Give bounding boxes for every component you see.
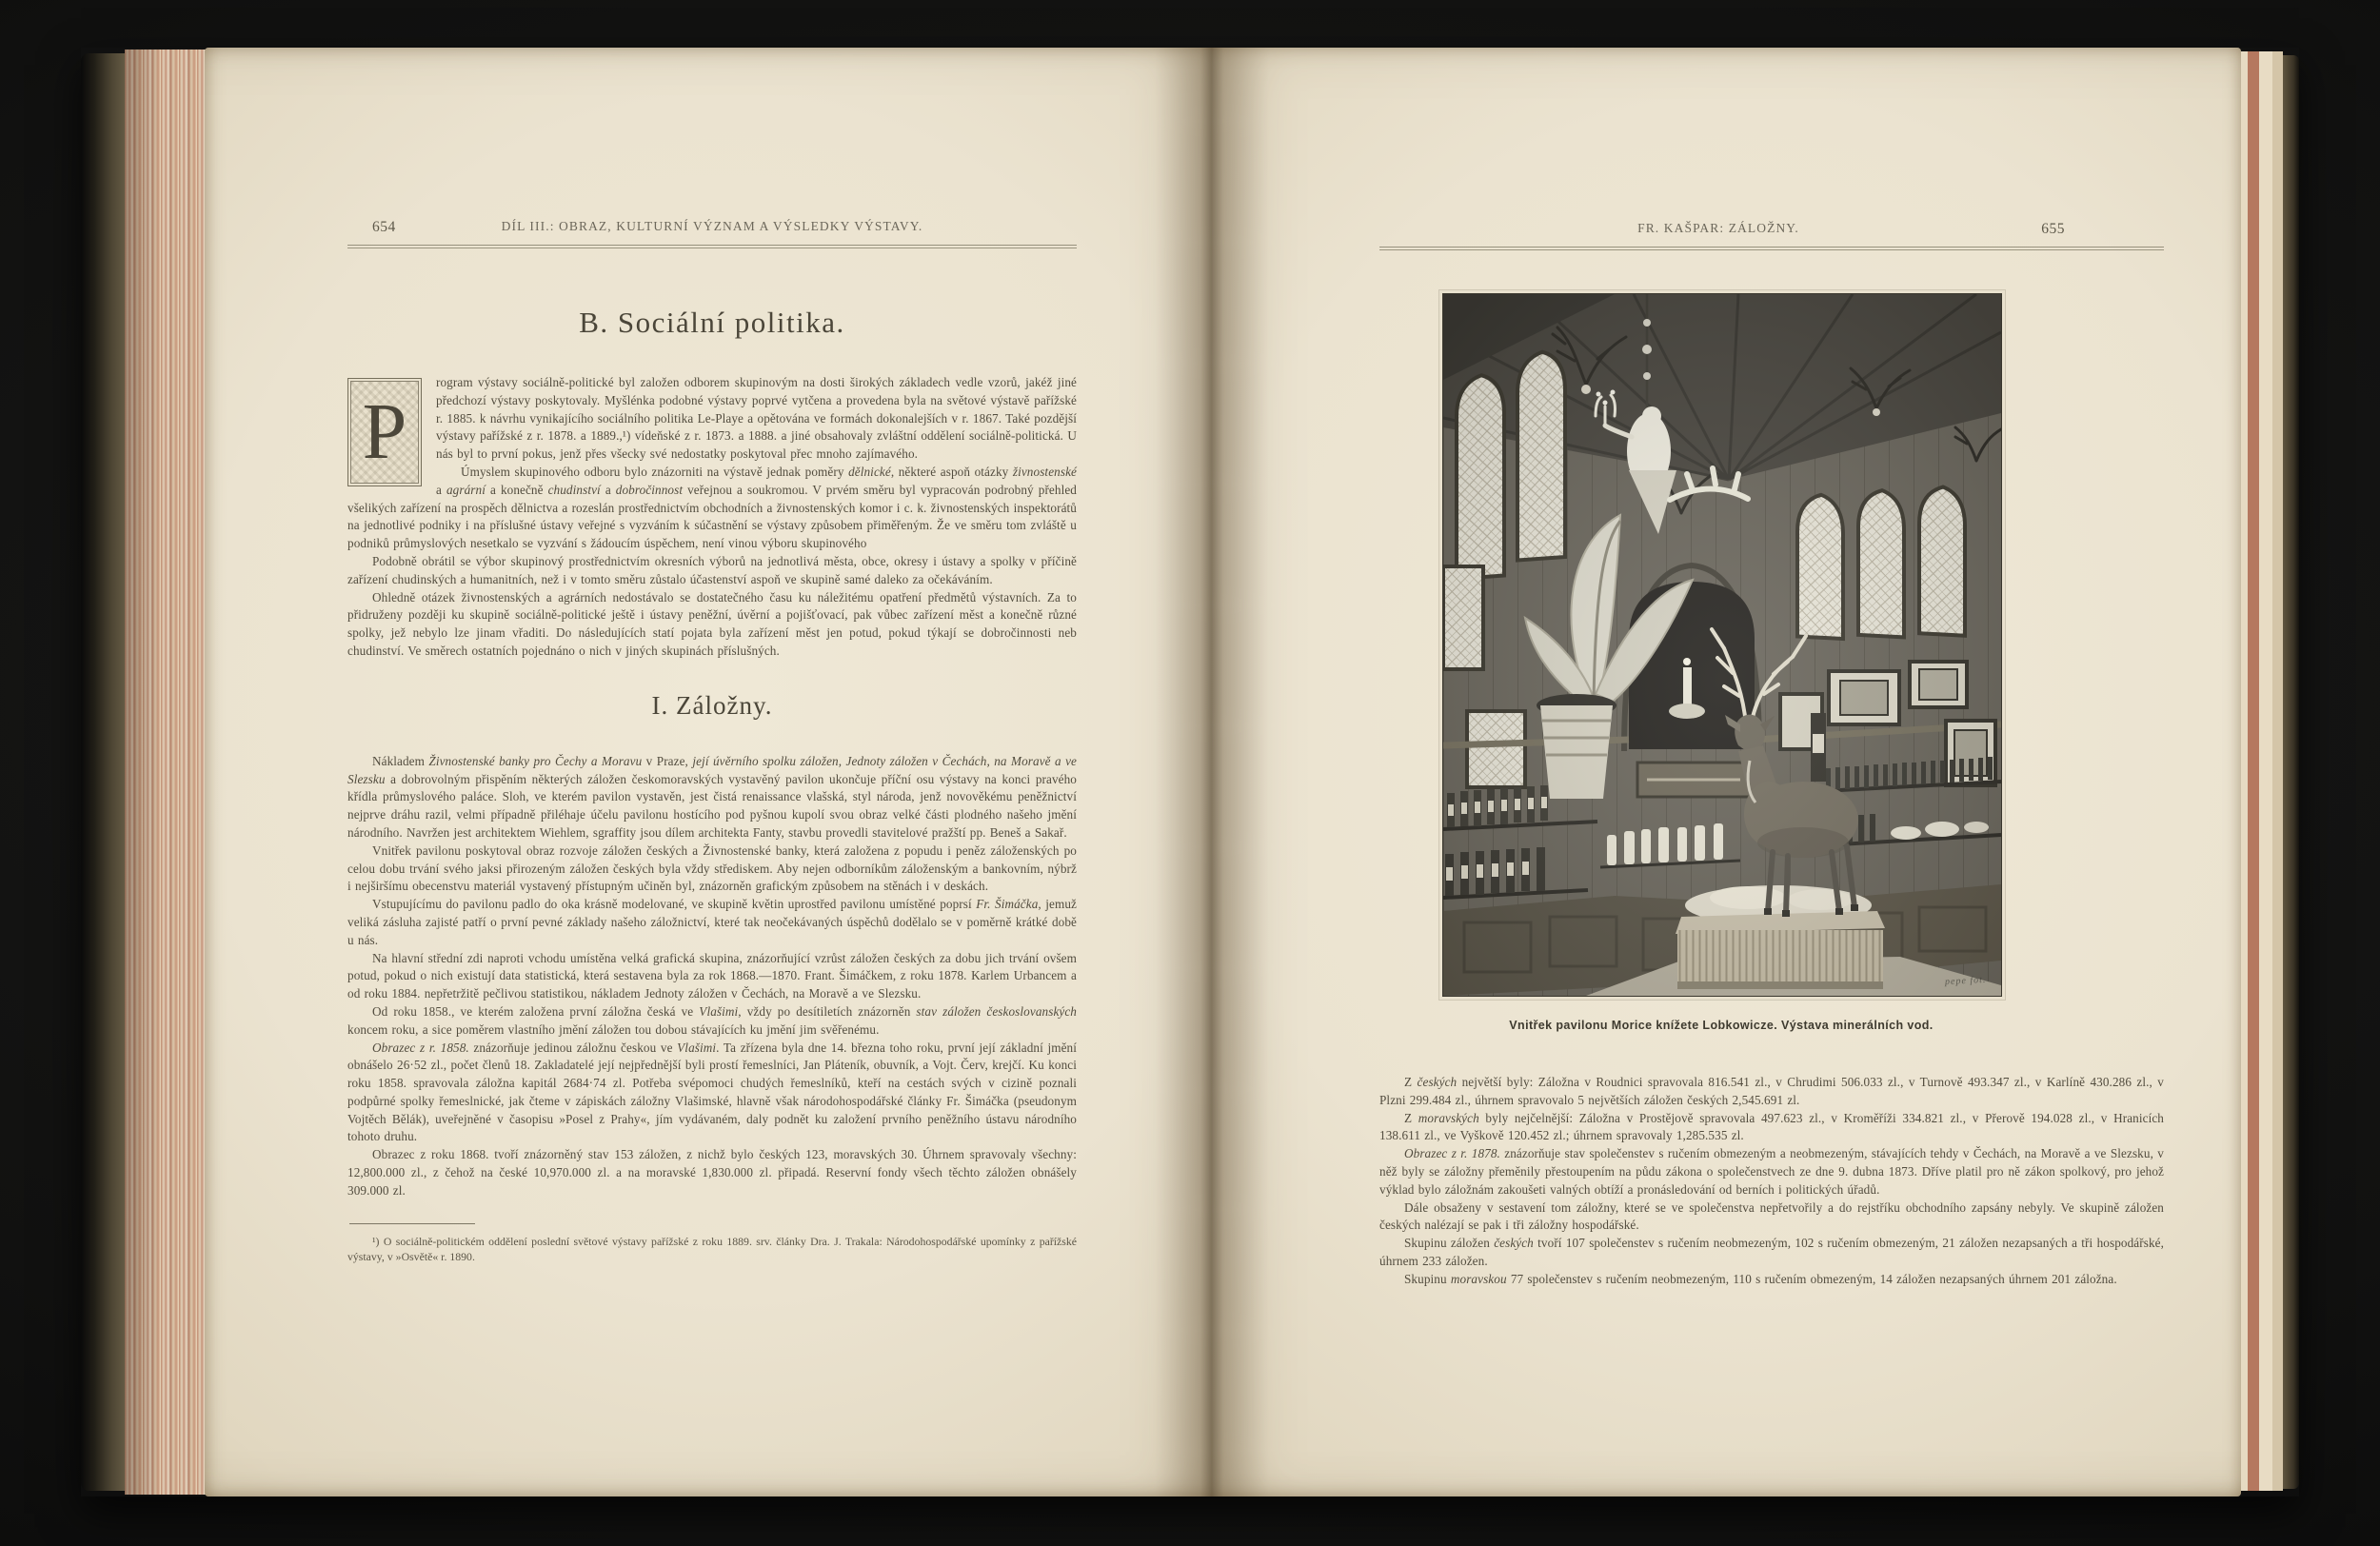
text-run: Obrazec z roku 1868. tvoří znázorněný stav 153 záložen, z nichž bylo českých 123, moravských 30. Úhrnem spravovaly všechny: 12,800.000 zl., z čehož na české 10,970.000 zl. a na moravské 1,830.000 zl. připadá. Reservní fondy všech těchto záložen obnášely 309.000 zl.	[347, 1147, 1077, 1198]
text-run: . Ta zřízena byla dne 14. března toho roku, první její základní jmění obnášelo 26·52 zl., počet členů 18. Zakladatelé její nejpřednější byli prostí řemeslníci, Jan Pláteník, obuvník, a Vojt. Červ, krejčí. Ku konci roku 1858. spravovala záložna kapitál 2684·74 zl. Potřeba svépomoci chudých řemeslníků, kteří na cestách svých v cizině poznali podpůrné spolky řemeslnické, jak čteme v zápiskách záložny Vlašimské, hlavně však národohospodářské články Fr. Šimáčka (pseudonym Vojtěch Bělák), uveřejněné v časopisu »Posel z Prahy«, jím vydávaném, daly podnět ku založení prvního peněžního ústavu národního tohoto druhu.	[347, 1040, 1077, 1144]
text-run: byly nejčelnější: Záložna v Prostějově spravovala 497.623 zl., v Kroměříži 334.821 zl., v Přerově 194.028 zl., v Hranicích 138.611 zl., ve Vyškově 120.452 zl.; úhrnem spravovaly 1,285.535 zl.	[1379, 1110, 2164, 1143]
right-running-head: FR. KAŠPAR: ZÁLOŽNY.	[1637, 221, 1799, 235]
text-run: tvoří 107 společenstev s ručením neobmezeným, 102 s ručením obmezeným, 21 záložen nezapsaných a tři hospodářské, úhrnem 233 záložen.	[1379, 1236, 2165, 1268]
text-run: a konečně	[485, 482, 548, 497]
ornate-initial: P	[347, 378, 422, 486]
text-run: stav záložen českoslovanských	[916, 1003, 1077, 1019]
text-run: Vstupujícímu do pavilonu padlo do oka krásně modelované, ve skupině květin uprostřed pavilonu umístěné poprsí	[372, 897, 977, 912]
left-page-number: 654	[372, 219, 396, 235]
text-run: rogram výstavy sociálně-politické byl založen odborem skupinovým na dosti širokých základech vedle vzorů, jakéž jiné předchozí výstavy poskytovaly. Myšlénka podobné výstavy poprvé vytčena a provedena byla na světové výstavě pařížské r. 1885. k návrhu vynikajícího sociálního politika Le-Playe a opětována ve formách dokonalejších v r. 1867. Také pozdější výstavy pařížské z r. 1878. a 1889.,¹) vídeňské z r. 1873. a 1888. a jiné obsahovaly zvláštní oddělení sociálně-politická. U nás byl to první pokus, jenž přes všecky své nedostatky poskytoval přec mnoho zajímavého.	[436, 375, 1077, 462]
footnote-separator	[349, 1223, 475, 1224]
paragraph	[347, 1003, 1077, 1040]
text-run: dobročinnost	[615, 482, 684, 497]
page-edges-left	[125, 50, 207, 1495]
text-run: , vždy po desítiletích znázorněn	[738, 1003, 917, 1019]
paragraph	[1379, 1074, 2164, 1110]
paragraph	[347, 589, 1077, 661]
text-run: Na hlavní střední zdi naproti vchodu umístěna velká grafická skupina, znázorňující vzrůst záložen českých za dobu jich trvání ovšem potud, pokud o nich existují data statistická, která sestavena byla za rok 1868.—1870. Frant. Šimáčkem, z roku 1878. Karlem Urbancem a od roku 1884. nepřetržitě pečlivou statistikou, nákladem Jednoty záložen v Čechách, na Moravě a ve Slezsku.	[347, 950, 1077, 1001]
photographer-signature: pepe fot.	[1944, 974, 1987, 988]
paragraph	[347, 1040, 1077, 1147]
left-headline-rule	[347, 245, 1077, 248]
paragraph	[1379, 1145, 2164, 1199]
text-run: Vlašimi	[677, 1040, 717, 1055]
text-run: , jemuž veliká zásluha zajisté patří o první pevné základy našeho záložnictví, které tak neočekávaných úspěchů dodělalo se v poměrně krátké době u nás.	[347, 897, 1077, 947]
paragraph	[1379, 1199, 2164, 1236]
text-run: chudinství	[547, 482, 601, 497]
text-run: živnostenské	[1012, 464, 1077, 479]
book-cover-edge-left	[81, 53, 127, 1491]
paragraph	[1379, 1110, 2164, 1146]
text-run: Vlašimi	[699, 1003, 739, 1019]
text-run: a	[436, 482, 446, 497]
pavilion-photo	[1442, 293, 2002, 997]
text-run: dělnické	[848, 464, 891, 479]
text-run: Obrazec z r. 1878.	[1404, 1146, 1500, 1161]
intro-paragraphs	[347, 374, 1077, 661]
text-run: Dále obsaženy v sestavení tom záložny, které se ve společenstva nepřetvořily a do rejstříku obchodního zapsány nebyly. Ve skupině záložen českých nalézají se pak i tři záložny hospodářské.	[1379, 1199, 2164, 1233]
right-headline-rule	[1379, 247, 2164, 250]
text-run: její úvěrního spolku záložen, Jednoty záložen v Čechách, na Moravě a ve Slezsku	[347, 753, 1078, 786]
text-run: Z	[1404, 1075, 1418, 1089]
page-edges-right	[2241, 51, 2283, 1491]
pavilion-photo-illustration	[1443, 294, 2001, 996]
text-run: znázorňuje jedinou záložnu českou ve	[468, 1040, 678, 1055]
text-run: Od roku 1858., ve kterém založena první záložna česká ve	[372, 1003, 700, 1019]
text-run: Podobně obrátil se výbor skupinový prostřednictvím okresních výborů na jednotlivá města, obce, okresy i ústavy a spolky v příčině zařízení chudinských a humanitních, než i v tomto směru zůstalo účastenství aspoň ve skupině samé daleko za očekáváním.	[347, 553, 1077, 586]
open-book	[81, 48, 2299, 1496]
text-run: Živnostenské banky pro Čechy a Moravu	[428, 753, 643, 768]
text-run: v Praze,	[642, 753, 693, 768]
book-cover-edge-right	[2283, 55, 2299, 1489]
text-run: Úmyslem skupinového odboru bylo znázorniti na výstavě jednak poměry	[461, 464, 849, 479]
text-run: veřejnou a soukromou. V prvém směru byl vypracován podrobný přehled všelikých zařízení na prospěch dělnictva a rozeslán prostřednictvím obchodních a živnostenských komor i c. k. živnostenských inspektorátů na jednotlivé podniky i na příslušné ústavy veřejné s vyzváním k súčastnění se výstavy způsobem přiměřeným. Že ve směru tom zvláště u podniků průmyslových nesetkalo se vyzvání s žádoucím úspěchem, není vinou výboru skupinového	[347, 482, 1077, 551]
text-run: Nákladem	[372, 753, 429, 768]
footnote	[347, 1234, 1077, 1265]
left-page-content	[347, 219, 1077, 1265]
text-run: a	[600, 482, 616, 497]
paragraph	[347, 753, 1077, 842]
text-run: a dobrovolným přispěním některých záložen českomoravských vystavěný pavilon ukončuje příční osu výstavy na konci pravého křídla průmyslového paláce. Sloh, ve kterém pavilon vystavěn, jest čistá renaissance vlašská, styl národa, jenž novověkému peněžnictví nejprve dráhu razil, velmi případně přiléhaje účelu pavilonu hostícího pod pyšnou kupolí svou obraz velké části plodného našeho jmění národního. Navržen jest architektem Wiehlem, sgraffity jsou dílem architekta Fanty, stavbu provedli stavitelové pražští pp. Beneš a Sakař.	[347, 771, 1077, 840]
text-run: Vnitřek pavilonu poskytoval obraz rozvoje záložen českých a Živnostenské banky, která založena z popudu i peněz záloženských po celou dobu trvání svého jaksi přirozeným záložen českých byla vždy střediskem. Aby nejen odborníkům záloženským a bankovním, nýbrž i nejširšímu obecenstvu materiál vystavený přístupným učiněn byl, znázorněn grafickým způsobem na stěnách i v deskách.	[347, 842, 1077, 894]
zalozny-paragraphs	[347, 753, 1077, 1200]
left-running-head: DÍL III.: OBRAZ, KULTURNÍ VÝZNAM A VÝSLEDKY VÝSTAVY.	[501, 219, 923, 233]
right-page-paragraphs	[1379, 1074, 2164, 1289]
text-run: ¹) O sociálně-politickém oddělení poslední světové výstavy pařížské z roku 1889. srv. články Dra. J. Trakala: Národohospodářské upomínky z pařížské výstavy, v »Osvětě« r. 1890.	[347, 1234, 1077, 1264]
text-run: 77 společenstev s ručením neobmezeným, 110 s ručením obmezeným, 14 záložen nezapsaných úhrnem 201 záložna.	[1506, 1271, 2117, 1286]
text-run: koncem roku, a sice poměrem vlastního jmění záložen tou dobou stávajících ku jmění jim svěřenému.	[347, 1021, 880, 1037]
left-running-head-row	[347, 219, 1077, 238]
text-run: znázorňuje stav společenstev s ručením obmezeným a neobmezeným, stávajících tehdy v Čechách, na Moravě a ve Slezsku, v něž byly se záložny přeměnily přestoupením na půdu zákona o společenstvech ze dne 9. dubna 1873. Dříve platil pro ně zákon spolkový, pro jehož výklad bylo záložnám zakoušeti valných obtíží a pronásledování od berních i politických úřadů.	[1379, 1146, 2164, 1197]
section-heading: I. Záložny.	[651, 690, 773, 720]
paragraph	[1379, 1235, 2164, 1271]
paragraph	[1379, 1271, 2164, 1289]
text-run: českých	[1417, 1075, 1458, 1089]
text-run: , některé aspoň otázky	[890, 464, 1013, 479]
right-running-head-row	[1379, 221, 2164, 250]
paragraph	[347, 1234, 1077, 1265]
paragraph	[347, 464, 1077, 553]
photo-caption: Vnitřek pavilonu Morice knížete Lobkowicze. Výstava minerálních vod.	[1509, 1019, 1934, 1032]
right-page-number: 655	[2041, 221, 2065, 237]
text-run: moravských	[1418, 1110, 1479, 1125]
text-run: Z	[1404, 1110, 1418, 1125]
paragraph	[347, 950, 1077, 1003]
text-run: největší byly: Záložna v Roudnici spravovala 816.541 zl., v Chrudimi 506.033 zl., v Turnově 493.347 zl., v Karlíně 430.286 zl., v Plzni 299.484 zl., úhrnem spravovalo 5 největších záložen českých 2,545.691 zl.	[1379, 1075, 2164, 1107]
text-run: Skupinu záložen	[1404, 1236, 1495, 1251]
chapter-title: B. Sociální politika.	[579, 306, 845, 339]
text-run: Skupinu	[1404, 1271, 1451, 1286]
paragraph	[347, 896, 1077, 949]
text-run: Ohledně otázek živnostenských a agrárních nedostávalo se dostatečného času ku náležitému opatření předmětů výstavních. Za to přidruženy později ku skupině sociálně-politické ještě i ústavy peněžní, úvěrní a pojišťovací, pak vůbec zařízení měst a konečně různé spolky, jež nebylo lze jinam vřaditi. Do následujících statí pojata byla zařízení měst jen potud, pokud týkají se dobročinnosti neb chudinství. Ve směrech ostatních pojednáno o nich v jiných skupinách příslušných.	[347, 589, 1077, 658]
text-run: českých	[1494, 1236, 1534, 1251]
paragraph	[347, 1146, 1077, 1199]
text-run: moravskou	[1450, 1271, 1507, 1286]
text-run: Fr. Šimáčka	[976, 897, 1039, 912]
text-run: agrární	[446, 482, 486, 497]
paragraph	[347, 842, 1077, 896]
text-run: Obrazec z r. 1858.	[372, 1040, 469, 1055]
paragraph	[347, 553, 1077, 589]
